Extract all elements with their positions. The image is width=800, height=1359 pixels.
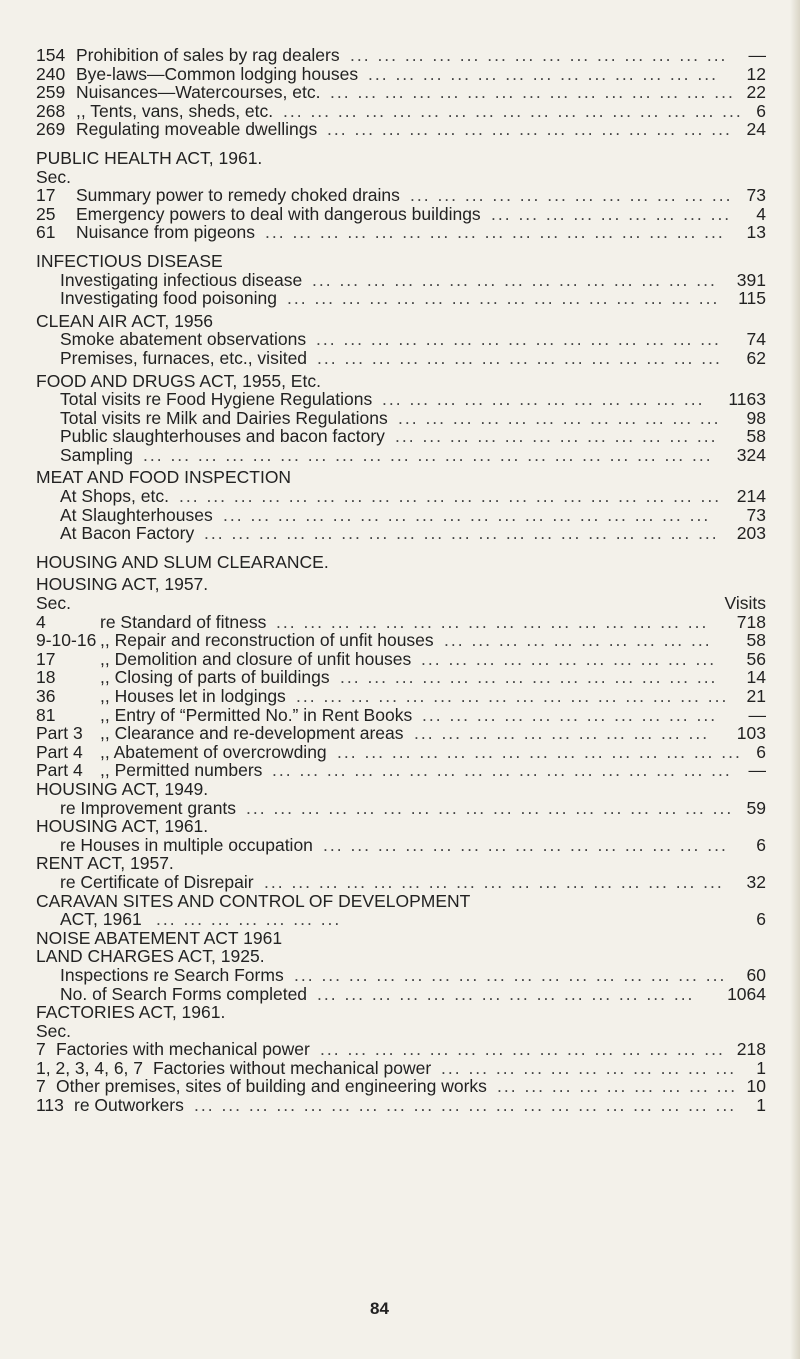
rent-act-heading: RENT ACT, 1957. [36,853,174,874]
item-value: 115 [738,288,766,309]
item-text: At Shops, etc. [60,486,169,507]
list-item [36,390,766,409]
item-value: 74 [746,329,766,350]
item-value: 12 [746,63,766,84]
item-text: Regulating moveable dwellings [76,119,318,140]
list-item [36,446,766,465]
leader-dots: ... ... ... ... ... ... ... ... ... ... ... ... ... ... ... [337,741,742,762]
item-value: 58 [746,426,766,447]
item-text: Factories with mechanical power [56,1039,310,1060]
item-value: 218 [736,1039,766,1060]
section-label: Sec. [36,593,72,614]
leader-dots: ... ... ... ... ... ... ... ... ... ... ... ... ... ... ... [317,347,722,368]
item-value: 98 [746,407,766,428]
item-text: Summary power to remedy choked drains [76,185,400,206]
item-value: 1163 [728,389,766,410]
item-text: Nuisances—Watercourses, etc. [76,82,321,103]
housing-sec-row [36,594,766,613]
item-text: Total visits re Milk and Dairies Regulations [60,407,388,428]
list-item [36,83,766,102]
list-item [36,102,766,121]
list-item [36,836,766,855]
list-item [36,613,766,632]
list-item [36,1077,766,1096]
item-text: Inspections re Search Forms [60,964,284,985]
leader-dots: ... ... ... ... ... ... ... ... ... ... ... ... ... ... ... [330,82,735,103]
list-item [36,46,766,65]
item-text: Sampling [60,444,133,465]
item-text: ,, Demolition and closure of unfit houses [100,648,412,669]
item-text: re Houses in multiple occupation [60,834,313,855]
caravan-value: 6 [756,909,766,930]
leader-dots: ... ... ... ... ... ... ... ... ... ... ... [422,704,718,725]
leader-dots: ... ... ... ... ... ... ... ... ... ... ... ... ... ... ... ... ... ... ... ... ... [143,444,713,465]
item-text: No. of Search Forms completed [60,983,308,1004]
item-code: Part 3 [36,723,83,744]
caravan-heading-line1: CARAVAN SITES AND CONTROL OF DEVELOPMENT [36,890,471,911]
item-text: ,, Closing of parts of buildings [100,667,330,688]
list-item [36,1059,766,1078]
factory-items [36,1040,766,1114]
item-value: 60 [746,964,766,985]
item-value: 10 [746,1076,766,1097]
list-item [36,409,766,428]
item-code: Part 4 [36,760,83,781]
leader-dots: ... ... ... ... ... ... ... ... ... ... ... ... ... ... ... ... [294,964,727,985]
item-value: 56 [746,648,766,669]
item-value: — [748,760,766,781]
item-text: Investigating infectious disease [60,269,303,290]
page-number: 84 [370,1299,389,1318]
item-value: 324 [736,444,766,465]
top-items-list [36,46,766,139]
list-item [36,205,766,224]
list-item [36,631,766,650]
list-item [36,223,766,242]
item-value: 203 [736,523,766,544]
item-value: 718 [736,611,766,632]
item-value: 32 [746,871,766,892]
item-code: 7 [36,1039,46,1060]
item-text: At Bacon Factory [60,523,195,544]
noise-abatement-heading: NOISE ABATEMENT ACT 1961 [36,927,283,948]
item-value: 24 [746,119,766,140]
item-code: 4 [36,611,46,632]
section-label: Sec. [36,166,72,187]
housing-heading: HOUSING AND SLUM CLEARANCE. [36,551,329,572]
leader-dots: ... ... ... ... ... ... ... ... ... ... ... ... [410,185,733,206]
item-text: ,, Permitted numbers [100,760,263,781]
item-value: 21 [746,686,766,706]
leader-dots: ... ... ... ... ... ... ... ... ... ... ... ... ... ... ... ... ... [265,222,725,243]
item-text: Total visits re Food Hygiene Regulations [60,389,373,410]
leader-dots: ... ... ... ... ... ... ... ... ... ... ... ... ... ... ... ... [296,686,729,706]
list-item [36,724,766,743]
item-text: Premises, furnaces, etc., visited [60,347,308,368]
leader-dots: ... ... ... ... ... ... ... ... ... ... ... ... ... ... ... ... ... ... [223,504,711,525]
item-code: 18 [36,667,56,688]
item-text: ,, Abatement of overcrowding [100,741,327,762]
page-edge-shadow [790,0,800,1359]
item-text: re Standard of fitness [100,611,267,632]
item-code: Part 4 [36,741,83,762]
leader-dots: ... ... ... ... ... ... ... ... ... ... ... ... ... ... [340,667,718,688]
land-items [36,966,766,1003]
public-health-items [36,186,766,242]
list-item [36,65,766,84]
item-code: 154 [36,45,66,65]
leader-dots: ... ... ... ... ... ... ... ... ... ... ... ... ... ... ... ... ... ... [246,797,734,818]
list-item [36,186,766,205]
leader-dots: ... ... ... ... ... ... ... ... ... ... ... ... ... ... ... [323,834,728,855]
leader-dots: ... ... ... ... ... ... ... ... ... ... ... ... ... ... ... ... ... ... ... [204,523,719,544]
item-value: 59 [746,797,766,818]
leader-dots: ... ... ... ... ... ... ... ... ... ... [444,630,712,651]
housing-items [36,613,766,780]
leader-dots: ... ... ... ... ... ... ... ... ... ... ... [414,723,710,744]
item-value: — [748,704,766,725]
leader-dots: ... ... ... ... ... ... ... ... ... ... ... ... ... ... [317,983,695,1004]
leader-dots: ... ... ... ... ... ... ... ... ... ... ... [441,1057,737,1078]
leader-dots: ... ... ... ... ... ... ... ... ... ... ... ... ... ... ... ... [287,288,720,309]
list-item [36,873,766,892]
item-value: 6 [756,741,766,762]
list-item [36,1096,766,1115]
item-value: 214 [736,486,766,507]
report-column [36,46,766,1115]
leader-dots: ... ... ... ... ... ... ... ... ... ... ... ... ... ... ... ... ... [264,871,724,892]
list-item [36,349,766,368]
housing-1949-items [36,799,766,818]
rent-items [36,873,766,892]
item-value: 1064 [727,983,766,1004]
item-text: Bye-laws—Common lodging houses [76,63,359,84]
item-code: 9-10-16 [36,630,97,651]
item-code: 81 [36,704,56,725]
list-item [36,487,766,506]
item-text: ,, Houses let in lodgings [100,686,286,706]
visits-label: Visits [724,593,766,614]
item-value: 62 [746,347,766,368]
leader-dots: ... ... ... ... ... ... ... ... ... ... ... ... ... ... ... [312,269,717,290]
item-code: 17 [36,648,56,669]
item-text: ,, Entry of “Permitted No.” in Rent Books [100,704,413,725]
list-item [36,1040,766,1059]
list-item [36,743,766,762]
list-item [36,799,766,818]
item-text: Factories without mechanical power [153,1057,432,1078]
list-item [36,761,766,780]
housing-1961-items [36,836,766,855]
list-item [36,289,766,308]
food-drugs-heading: FOOD AND DRUGS ACT, 1955, Etc. [36,370,321,391]
item-value: 391 [736,269,766,290]
public-health-act-heading: PUBLIC HEALTH ACT, 1961. [36,147,263,168]
item-value: 73 [746,504,766,525]
caravan-row [36,910,766,929]
list-item [36,271,766,290]
item-text: Nuisance from pigeons [76,222,255,243]
housing-act-1949-heading: HOUSING ACT, 1949. [36,778,209,799]
factories-heading: FACTORIES ACT, 1961. [36,1002,226,1023]
item-code: 25 [36,203,56,224]
item-value: 6 [756,834,766,855]
list-item [36,650,766,669]
housing-act-1957-heading: HOUSING ACT, 1957. [36,574,209,595]
item-text: re Certificate of Disrepair [60,871,254,892]
item-value: 58 [746,630,766,651]
land-charges-heading: LAND CHARGES ACT, 1925. [36,946,265,967]
item-text: At Slaughterhouses [60,504,213,525]
list-item [36,966,766,985]
item-code: 17 [36,185,56,206]
item-code: 269 [36,119,66,140]
leader-dots: ... ... ... ... ... ... ... ... ... ... ... ... ... ... ... ... ... [272,760,732,781]
leader-dots: ... ... ... ... ... ... ... ... ... ... ... ... [395,426,718,447]
leader-dots: ... ... ... ... ... ... ... ... ... ... ... ... ... ... [350,45,728,65]
meat-inspection-heading: MEAT AND FOOD INSPECTION [36,467,292,488]
item-code: 268 [36,100,66,121]
item-value: 6 [756,100,766,121]
food-items [36,390,766,464]
item-text: Investigating food poisoning [60,288,277,309]
item-code: 36 [36,686,56,706]
meat-items [36,487,766,543]
clean-air-items [36,330,766,367]
item-code: 113 [36,1095,64,1116]
leader-dots: ... ... ... ... ... ... ... ... ... ... ... ... ... ... ... ... ... [283,100,743,121]
item-value: 22 [746,82,766,103]
item-code: 1, 2, 3, 4, 6, 7 [36,1057,144,1078]
item-value: 73 [746,185,766,206]
list-item [36,985,766,1004]
leader-dots: ... ... ... ... ... ... ... [156,909,342,930]
leader-dots: ... ... ... ... ... ... ... ... ... ... ... ... ... ... ... [316,329,721,350]
list-item [36,330,766,349]
item-value: 4 [756,203,766,224]
item-text: re Outworkers [74,1095,184,1116]
clean-air-heading: CLEAN AIR ACT, 1956 [36,310,214,331]
item-value: 14 [746,667,766,688]
leader-dots: ... ... ... ... ... ... ... ... ... ... ... ... ... [368,63,718,84]
item-value: — [748,45,766,65]
item-text: ,, Clearance and re-development areas [100,723,404,744]
caravan-heading-line2: ACT, 1961 [60,909,142,930]
item-text: Emergency powers to deal with dangerous buildings [76,203,481,224]
leader-dots: ... ... ... ... ... ... ... ... ... ... ... ... [382,389,705,410]
leader-dots: ... ... ... ... ... ... ... ... ... ... ... ... ... ... ... ... ... ... ... ... [179,486,722,507]
leader-dots: ... ... ... ... ... ... ... ... ... ... ... ... ... ... ... [320,1039,725,1060]
list-item [36,687,766,706]
item-value: 1 [756,1057,766,1078]
section-label: Sec. [36,1020,72,1041]
item-text: Prohibition of sales by rag dealers [76,45,340,65]
leader-dots: ... ... ... ... ... ... ... ... ... ... ... [421,648,717,669]
leader-dots: ... ... ... ... ... ... ... ... ... ... ... ... ... ... ... [327,119,732,140]
item-text: ,, Tents, vans, sheds, etc. [76,100,274,121]
leader-dots: ... ... ... ... ... ... ... ... ... [491,203,732,224]
housing-act-1961-heading: HOUSING ACT, 1961. [36,816,209,837]
item-code: 7 [36,1076,46,1097]
item-value: 1 [756,1095,766,1116]
list-item [36,668,766,687]
list-item [36,524,766,543]
list-item [36,506,766,525]
leader-dots: ... ... ... ... ... ... ... ... ... [497,1076,738,1097]
list-item [36,120,766,139]
leader-dots: ... ... ... ... ... ... ... ... ... ... ... ... ... ... ... ... [276,611,709,632]
leader-dots: ... ... ... ... ... ... ... ... ... ... ... ... ... ... ... ... ... ... ... ... [194,1095,737,1116]
item-text: ,, Repair and reconstruction of unfit houses [100,630,434,651]
item-text: Smoke abatement observations [60,329,307,350]
infectious-items [36,271,766,308]
item-text: Public slaughterhouses and bacon factory [60,426,385,447]
list-item [36,427,766,446]
item-code: 61 [36,222,56,243]
leader-dots: ... ... ... ... ... ... ... ... ... ... ... ... [398,407,721,428]
list-item [36,706,766,725]
item-text: re Improvement grants [60,797,237,818]
item-code: 259 [36,82,66,103]
item-value: 103 [736,723,766,744]
item-text: Other premises, sites of building and engineering works [56,1076,487,1097]
infectious-disease-heading: INFECTIOUS DISEASE [36,250,223,271]
item-code: 240 [36,63,66,84]
item-value: 13 [746,222,766,243]
